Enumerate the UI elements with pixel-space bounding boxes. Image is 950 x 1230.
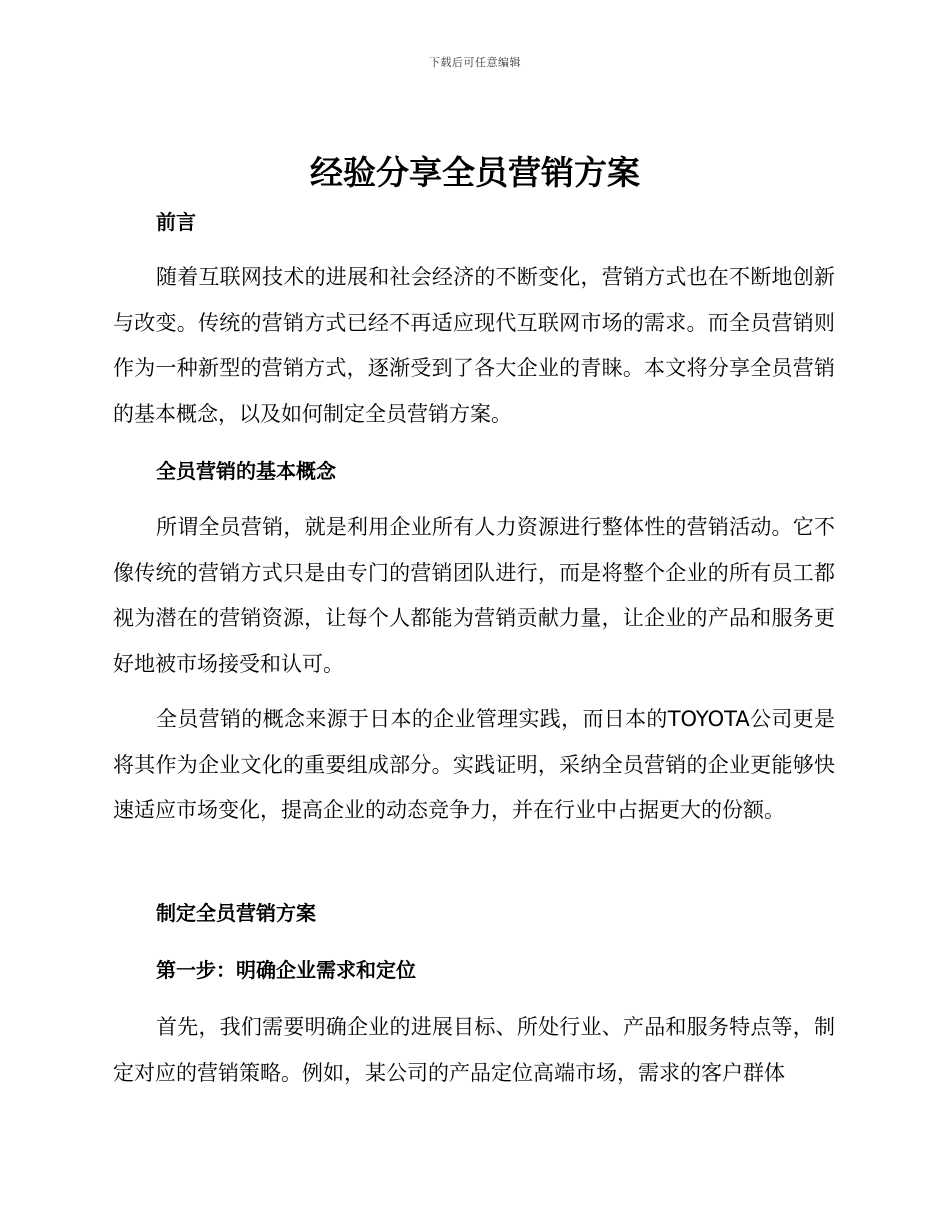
concept-heading: 全员营销的基本概念 (156, 459, 336, 483)
plan-heading: 制定全员营销方案 (156, 901, 316, 925)
document-title: 经验分享全员营销方案 (310, 153, 640, 192)
concept-paragraph-1: 所谓全员营销，就是利用企业所有人力资源进行整体性的营销活动。它不像传统的营销方式只是由专门的营销团队进行，而是将整个企业的所有员工都视为潜在的营销资源，让每个人都能为营销贡献力量，让企业的产品和服务更好地被市场接受和认可。 (113, 515, 835, 676)
step1-heading: 第一步：明确企业需求和定位 (156, 958, 416, 982)
step1-paragraph: 首先，我们需要明确企业的进展目标、所处行业、产品和服务特点等，制定对应的营销策略。例如，某公司的产品定位高端市场，需求的客户群体 (113, 1015, 835, 1085)
page-header-note: 下载后可任意编辑 (429, 56, 521, 69)
preface-paragraph: 随着互联网技术的进展和社会经济的不断变化，营销方式也在不断地创新与改变。传统的营销方式已经不再适应现代互联网市场的需求。而全员营销则作为一种新型的营销方式，逐渐受到了各大企业的青睐。本文将分享全员营销的基本概念，以及如何制定全员营销方案。 (113, 265, 835, 426)
preface-heading: 前言 (156, 210, 196, 234)
concept-paragraph-2: 全员营销的概念来源于日本的企业管理实践，而日本的TOYOTA公司更是将其作为企业文化的重要组成部分。实践证明，采纳全员营销的企业更能够快速适应市场变化，提高企业的动态竞争力，并在行业中占据更大的份额。 (113, 707, 835, 822)
